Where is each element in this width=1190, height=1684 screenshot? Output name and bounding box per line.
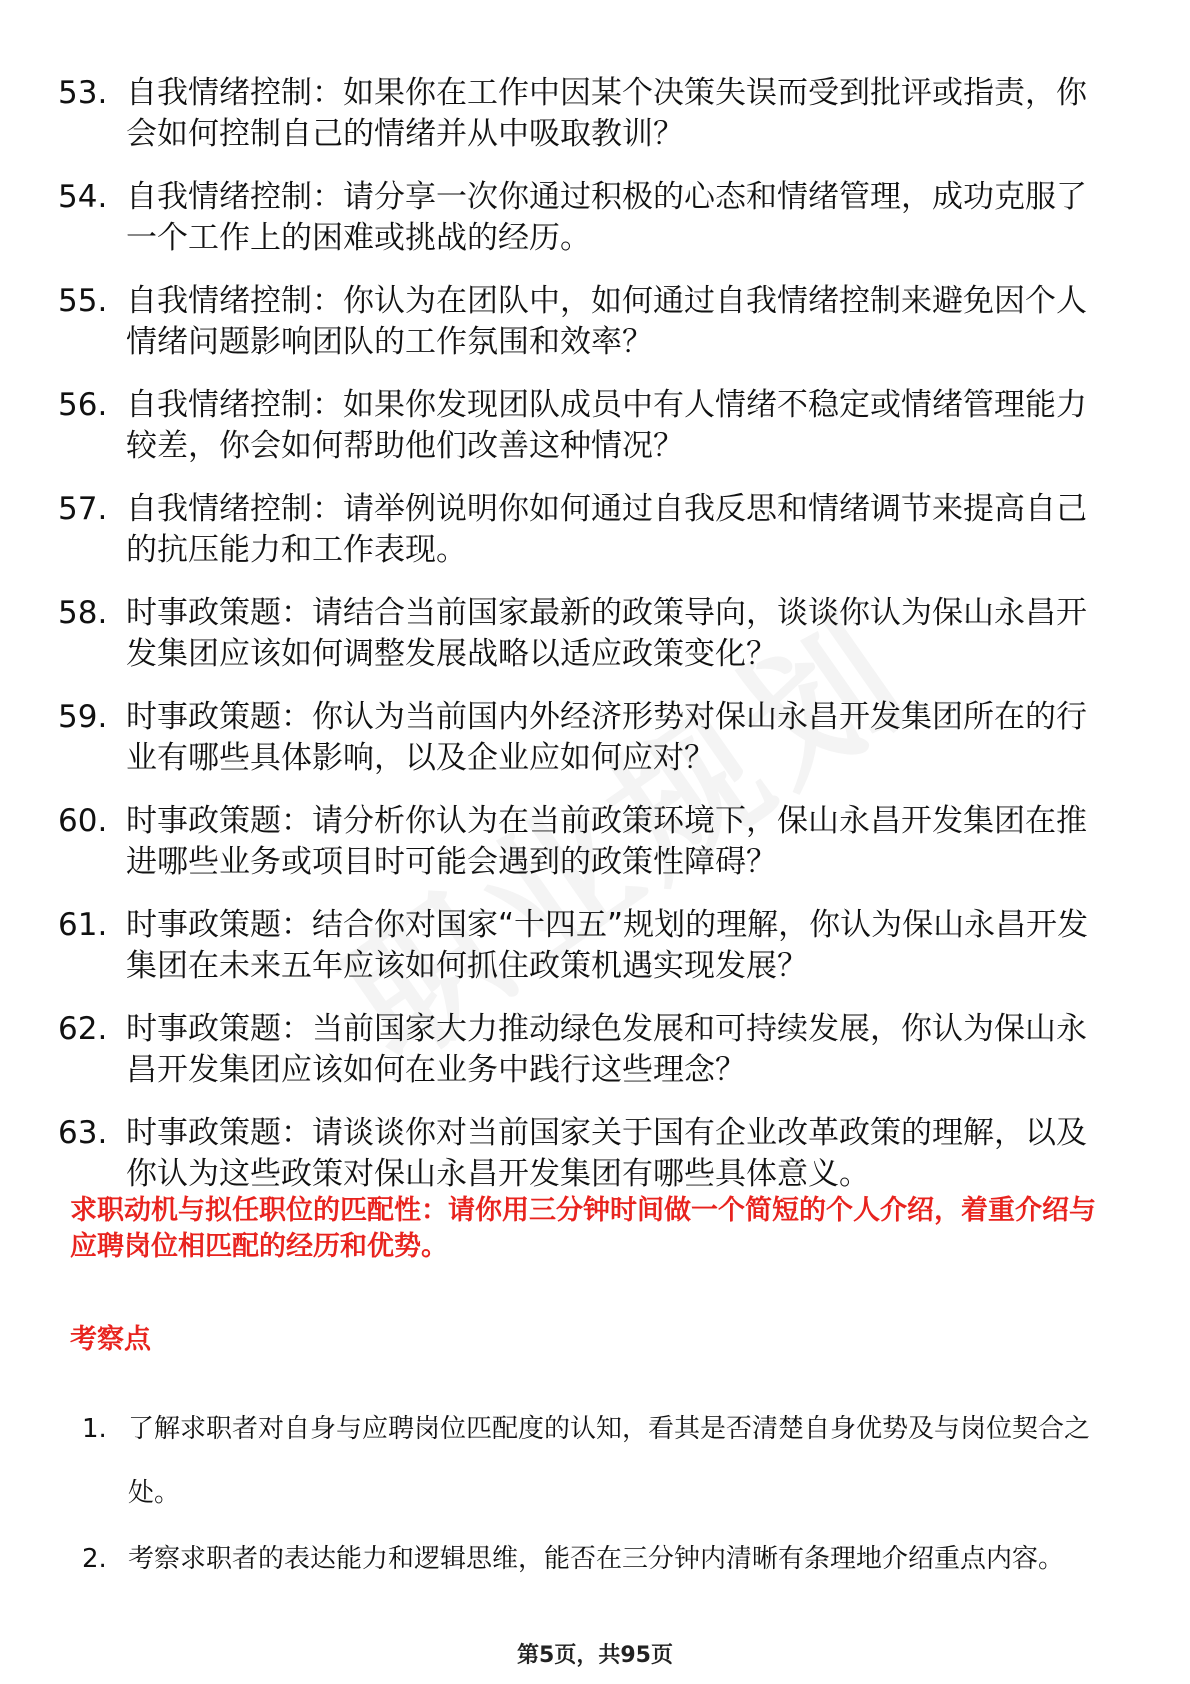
question-text: 时事政策题：当前国家大力推动绿色发展和可持续发展，你认为保山永昌开发集团应该如何在业务中践行这些理念？ <box>126 1011 1087 1088</box>
question-item <box>58 385 1108 467</box>
question-number: 61. <box>58 907 108 943</box>
assessment-points-list <box>82 1397 1112 1593</box>
question-text: 自我情绪控制：如果你发现团队成员中有人情绪不稳定或情绪管理能力较差，你会如何帮助他们改善这种情况？ <box>126 387 1087 464</box>
page-footer: 第5页，共95页 <box>517 1643 673 1668</box>
question-item <box>58 801 1108 883</box>
question-item <box>58 489 1108 571</box>
question-item <box>58 177 1108 259</box>
question-text: 时事政策题：结合你对国家“十四五”规划的理解，你认为保山永昌开发集团在未来五年应该如何抓住政策机遇实现发展？ <box>126 907 1089 984</box>
question-text: 时事政策题：请谈谈你对当前国家关于国有企业改革政策的理解，以及你认为这些政策对保山永昌开发集团有哪些具体意义。 <box>126 1115 1087 1192</box>
question-item <box>58 593 1108 675</box>
question-number: 58. <box>58 595 108 631</box>
question-item <box>58 281 1108 363</box>
sub-heading: 考察点 <box>70 1324 151 1355</box>
question-item <box>58 697 1108 779</box>
section-heading: 求职动机与拟任职位的匹配性：请你用三分钟时间做一个简短的个人介绍，着重介绍与应聘岗位相匹配的经历和优势。 <box>70 1195 1096 1262</box>
question-text: 时事政策题：你认为当前国内外经济形势对保山永昌开发集团所在的行业有哪些具体影响，以及企业应如何应对？ <box>126 699 1087 776</box>
question-item <box>58 1113 1108 1195</box>
question-text: 自我情绪控制：如果你在工作中因某个决策失误而受到批评或指责，你会如何控制自己的情绪并从中吸取教训？ <box>126 75 1087 152</box>
question-number: 54. <box>58 179 108 215</box>
question-text: 自我情绪控制：请举例说明你如何通过自我反思和情绪调节来提高自己的抗压能力和工作表现。 <box>126 491 1087 568</box>
point-text: 考察求职者的表达能力和逻辑思维，能否在三分钟内清晰有条理地介绍重点内容。 <box>128 1544 1065 1574</box>
question-number: 63. <box>58 1115 108 1151</box>
question-number: 59. <box>58 699 108 735</box>
point-number: 2. <box>82 1544 107 1574</box>
question-text: 自我情绪控制：请分享一次你通过积极的心态和情绪管理，成功克服了一个工作上的困难或挑战的经历。 <box>126 179 1087 256</box>
question-list <box>58 73 1108 1217</box>
question-number: 60. <box>58 803 108 839</box>
question-number: 55. <box>58 283 108 319</box>
question-item <box>58 1009 1108 1091</box>
question-number: 62. <box>58 1011 108 1047</box>
question-text: 时事政策题：请结合当前国家最新的政策导向，谈谈你认为保山永昌开发集团应该如何调整发展战略以适应政策变化？ <box>126 595 1087 672</box>
assessment-point <box>82 1397 1112 1525</box>
question-number: 53. <box>58 75 108 111</box>
question-item <box>58 73 1108 155</box>
question-text: 自我情绪控制：你认为在团队中，如何通过自我情绪控制来避免因个人情绪问题影响团队的工作氛围和效率？ <box>126 283 1087 360</box>
question-text: 时事政策题：请分析你认为在当前政策环境下，保山永昌开发集团在推进哪些业务或项目时可能会遇到的政策性障碍？ <box>126 803 1087 880</box>
assessment-point <box>82 1527 1112 1591</box>
point-text: 了解求职者对自身与应聘岗位匹配度的认知，看其是否清楚自身优势及与岗位契合之处。 <box>128 1414 1091 1508</box>
question-number: 57. <box>58 491 108 527</box>
point-number: 1. <box>82 1414 107 1444</box>
question-number: 56. <box>58 387 108 423</box>
question-item <box>58 905 1108 987</box>
